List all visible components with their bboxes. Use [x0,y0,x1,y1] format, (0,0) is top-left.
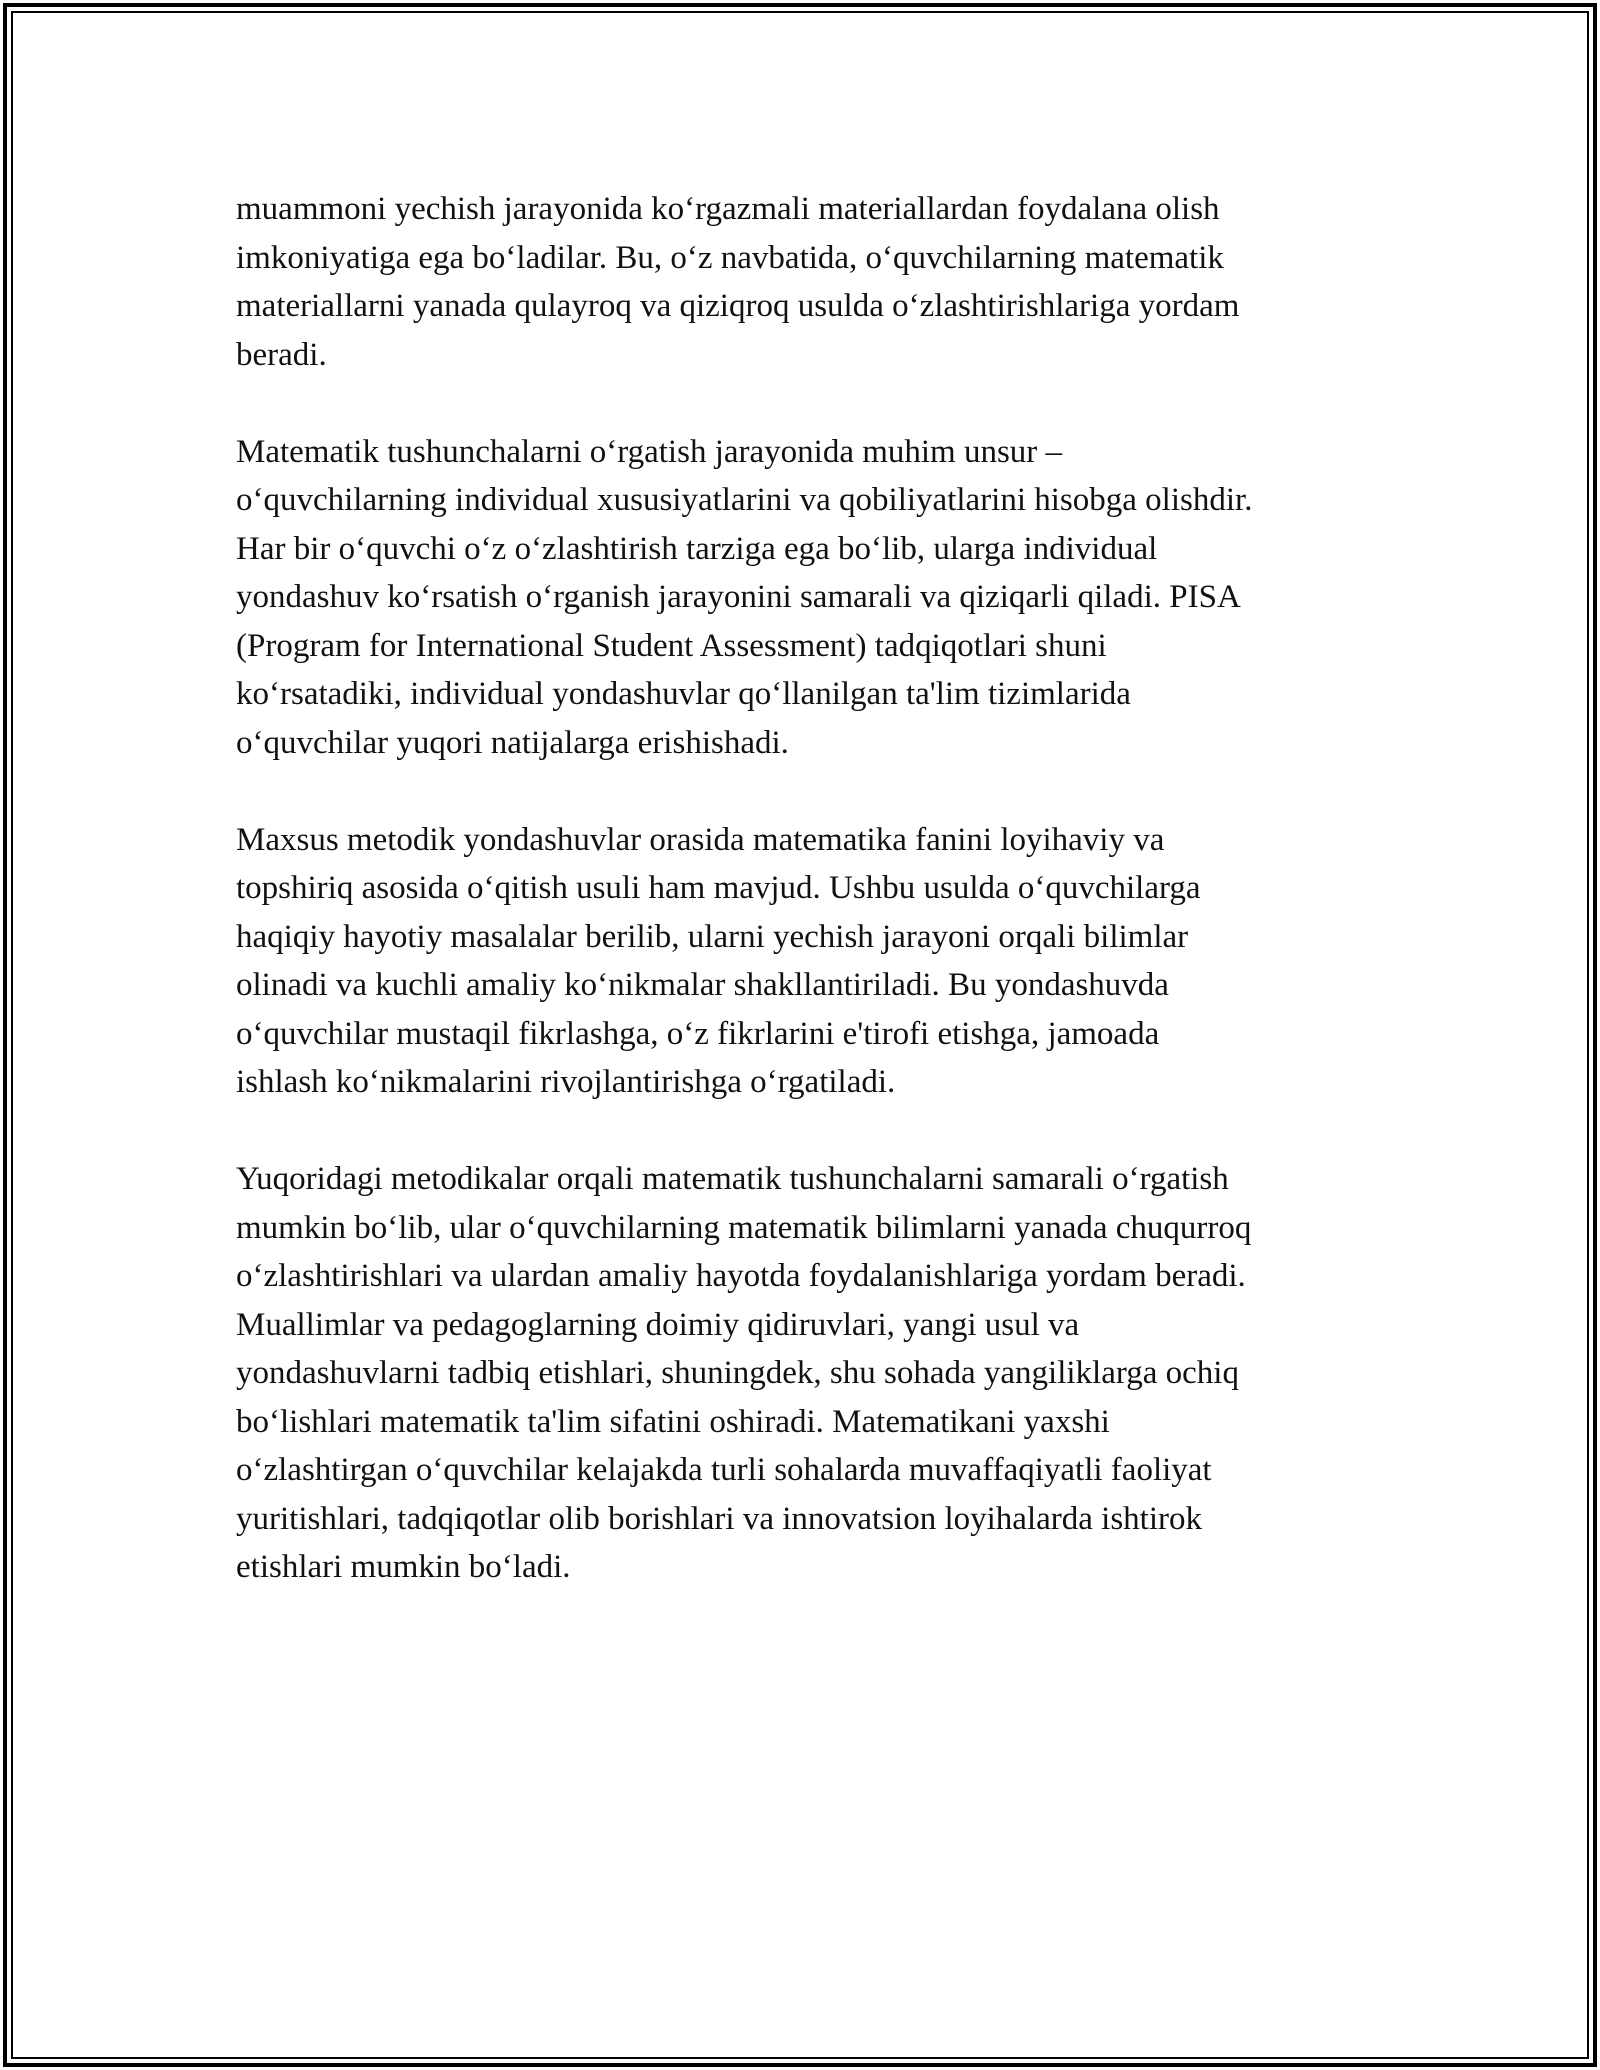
text-line: ishlash koʻnikmalarini rivojlantirishga oʻrgatiladi. [236,1064,896,1100]
text-line: oʻzlashtirgan oʻquvchilar kelajakda turli sohalarda muvaffaqiyatli faoliyat [236,1452,1212,1488]
text-line: Matematik tushunchalarni oʻrgatish jarayonida muhim unsur – [236,433,1063,470]
paragraph-3 [236,816,1396,1107]
text-line: Muallimlar va pedagoglarning doimiy qidiruvlari, yangi usul va [236,1306,1080,1343]
document-body [236,185,1396,1640]
text-line: mumkin boʻlib, ular oʻquvchilarning matematik bilimlarni yanada chuqurroq [236,1209,1252,1246]
text-line: yondashuv koʻrsatish oʻrganish jarayonini samarali va qiziqarli qiladi. PISA [236,579,1241,615]
text-line: materiallarni yanada qulayroq va qiziqroq usulda oʻzlashtirishlariga yordam [236,288,1240,324]
paragraph-2 [236,428,1396,768]
text-line: oʻquvchilar mustaqil fikrlashga, oʻz fikrlarini e'tirofi etishga, jamoada [236,1015,1160,1052]
text-line: oʻzlashtirishlari va ulardan amaliy hayotda foydalanishlariga yordam beradi. [236,1258,1246,1294]
text-line: oʻquvchilarning individual xususiyatlarini va qobiliyatlarini hisobga olishdir. [236,482,1253,518]
paragraph-4 [236,1155,1396,1592]
text-line: haqiqiy hayotiy masalalar berilib, ularni yechish jarayoni orqali bilimlar [236,918,1189,955]
text-line: boʻlishlari matematik ta'lim sifatini oshiradi. Matematikani yaxshi [236,1403,1110,1440]
text-line: muammoni yechish jarayonida koʻrgazmali materiallardan foydalana olish [236,191,1220,227]
text-line: Maxsus metodik yondashuvlar orasida matematika fanini loyihaviy va [236,821,1165,858]
text-line: yuritishlari, tadqiqotlar olib borishlari va innovatsion loyihalarda ishtirok [236,1500,1202,1537]
paragraph-1 [236,185,1396,379]
text-line: (Program for International Student Assessment) tadqiqotlari shuni [236,627,1107,664]
text-line: olinadi va kuchli amaliy koʻnikmalar shakllantiriladi. Bu yondashuvda [236,967,1169,1003]
text-line: beradi. [236,336,327,373]
text-line: imkoniyatiga ega boʻladilar. Bu, oʻz navbatida, oʻquvchilarning matematik [236,239,1224,276]
text-line: etishlari mumkin boʻladi. [236,1549,571,1585]
text-line: oʻquvchilar yuqori natijalarga erishishadi. [236,724,789,761]
text-line: Har bir oʻquvchi oʻz oʻzlashtirish tarziga ega boʻlib, ularga individual [236,530,1158,567]
text-line: topshiriq asosida oʻqitish usuli ham mavjud. Ushbu usulda oʻquvchilarga [236,870,1201,906]
text-line: yondashuvlarni tadbiq etishlari, shuningdek, shu sohada yangiliklarga ochiq [236,1355,1239,1391]
text-line: Yuqoridagi metodikalar orqali matematik tushunchalarni samarali oʻrgatish [236,1161,1229,1197]
text-line: koʻrsatadiki, individual yondashuvlar qoʻllanilgan ta'lim tizimlarida [236,676,1131,712]
